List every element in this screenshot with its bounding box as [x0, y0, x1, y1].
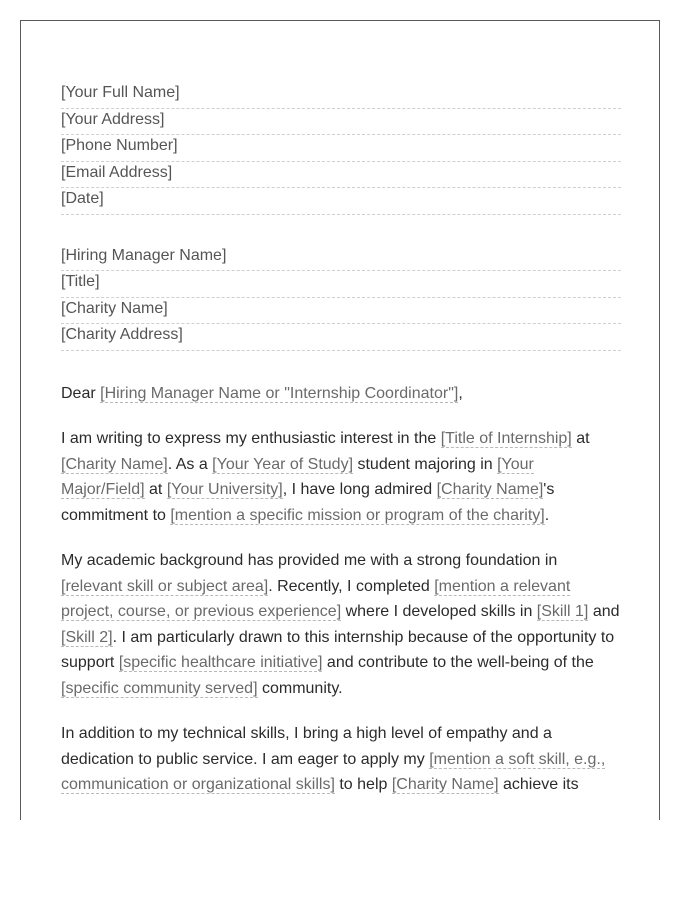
text: . Recently, I completed	[268, 577, 435, 595]
placeholder-charity-name[interactable]: [Charity Name]	[61, 455, 168, 473]
text: at	[571, 430, 590, 447]
salutation	[61, 381, 621, 407]
placeholder-university[interactable]: [Your University]	[166, 481, 283, 498]
text: achieve its	[498, 776, 579, 793]
placeholder-healthcare-initiative[interactable]: [specific healthcare initiative]	[118, 654, 323, 671]
placeholder-community-served[interactable]: [specific community served]	[61, 679, 258, 697]
text: , I have long admired	[282, 481, 437, 498]
text: to help	[334, 776, 392, 793]
sender-block	[61, 82, 621, 215]
text: and	[588, 603, 620, 620]
placeholder-hiring-manager[interactable]: [Hiring Manager Name or "Internship Coordinator"]	[100, 384, 459, 402]
placeholder-soft-skill[interactable]: [mention a soft skill, e.g., communication or organizational skills]	[61, 750, 606, 793]
placeholder-relevant-project[interactable]: [mention a relevant project, course, or previous experience]	[61, 577, 571, 620]
text: .	[544, 506, 550, 524]
spacer	[61, 215, 621, 245]
sender-full-name[interactable]: [Your Full Name]	[61, 82, 621, 109]
placeholder-charity-name[interactable]: [Charity Name]	[436, 481, 544, 498]
placeholder-charity-mission[interactable]: [mention a specific mission or program of the charity]	[170, 506, 545, 524]
letter-content	[61, 82, 621, 798]
placeholder-relevant-skill[interactable]: [relevant skill or subject area]	[61, 577, 269, 595]
text: My academic background has provided me with a strong foundation in	[61, 552, 558, 569]
text: I am writing to express my enthusiastic interest in the	[61, 430, 441, 447]
recipient-charity-name[interactable]: [Charity Name]	[61, 298, 621, 325]
placeholder-major-field[interactable]: [Your Major/Field]	[61, 455, 534, 498]
sender-email[interactable]: [Email Address]	[61, 162, 621, 189]
text: student majoring in	[353, 455, 498, 473]
placeholder-year-of-study[interactable]: [Your Year of Study]	[212, 455, 354, 473]
text: . As a	[167, 455, 213, 473]
recipient-block	[61, 245, 621, 351]
text: at	[144, 481, 167, 498]
text: . I am particularly drawn to this internship because of the opportunity to support	[61, 628, 615, 671]
placeholder-skill-1[interactable]: [Skill 1]	[536, 603, 589, 620]
salutation-prefix: Dear	[61, 384, 101, 402]
recipient-charity-address[interactable]: [Charity Address]	[61, 324, 621, 351]
text: where I developed skills in	[341, 603, 537, 620]
paragraph-intro	[61, 426, 621, 528]
sender-address[interactable]: [Your Address]	[61, 109, 621, 136]
recipient-manager-name[interactable]: [Hiring Manager Name]	[61, 245, 621, 272]
text: and contribute to the well-being of the	[322, 654, 594, 671]
document-page	[20, 20, 660, 820]
text: In addition to my technical skills, I bring a high level of empathy and a dedication to public service. I am eager to apply my	[61, 725, 552, 768]
text: community.	[257, 679, 343, 697]
placeholder-internship-title[interactable]: [Title of Internship]	[440, 430, 572, 447]
paragraph-soft-skills	[61, 721, 621, 798]
salutation-suffix: ,	[458, 384, 463, 402]
placeholder-charity-name[interactable]: [Charity Name]	[391, 776, 499, 793]
placeholder-skill-2[interactable]: [Skill 2]	[61, 628, 113, 646]
paragraph-background	[61, 548, 621, 701]
recipient-title[interactable]: [Title]	[61, 271, 621, 298]
text: 's commitment to	[61, 481, 555, 524]
sender-phone[interactable]: [Phone Number]	[61, 135, 621, 162]
sender-date[interactable]: [Date]	[61, 188, 621, 215]
